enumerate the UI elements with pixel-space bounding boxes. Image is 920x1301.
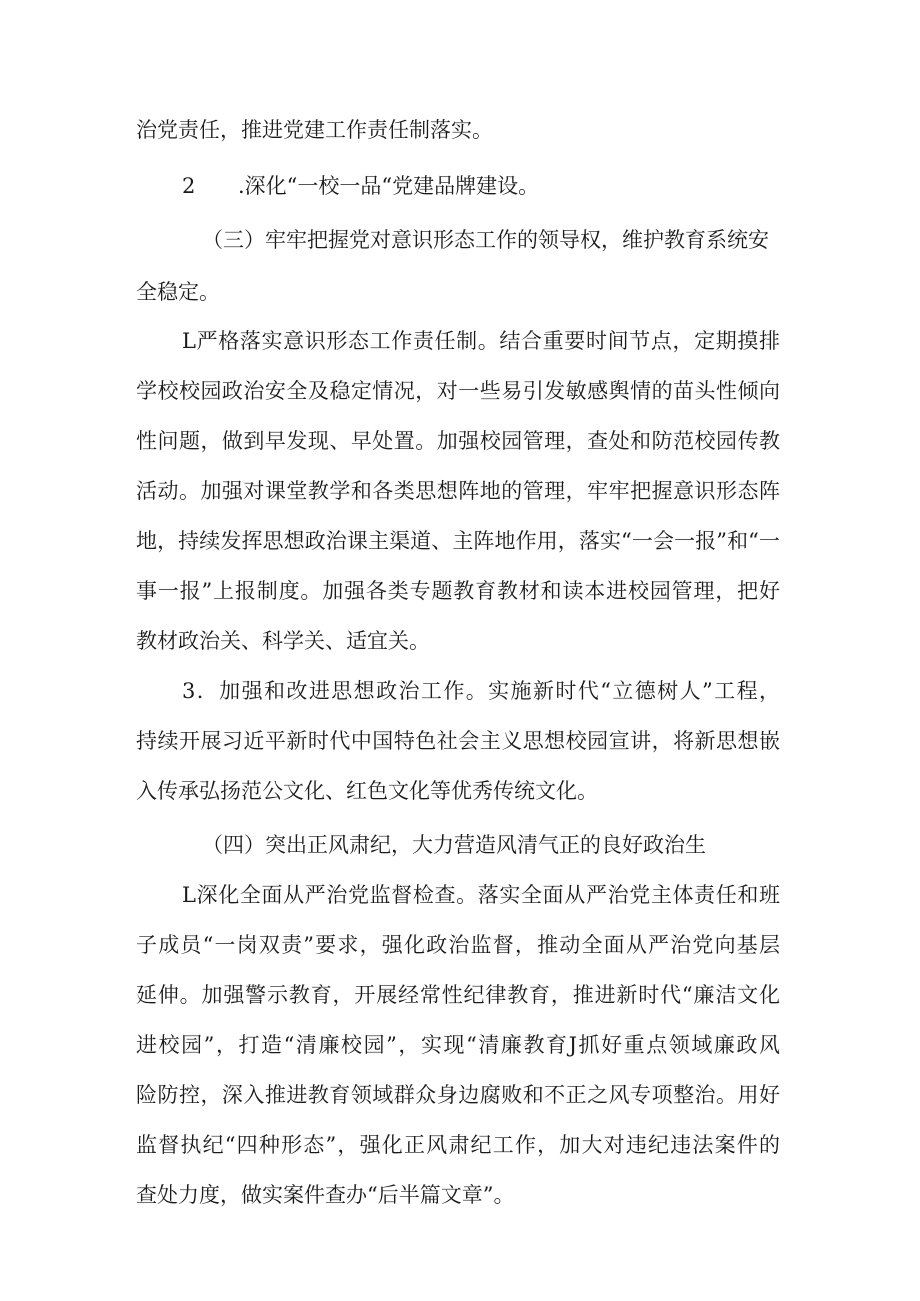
paragraph-line: 地，持续发挥思想政治课主渠道、主阵地作用，落实“一会一报”和“一 <box>136 529 780 553</box>
paragraph-line: 持续开展习近平新时代中国特色社会主义思想校园宣讲，将新思想嵌 <box>136 729 780 753</box>
section-heading: （四）突出正风肃纪，大力营造风清气正的良好政治生 <box>202 833 706 857</box>
paragraph-line: 活动。加强对课堂教学和各类思想阵地的管理，牢牢把握意识形态阵 <box>136 479 780 503</box>
paragraph-line: 性问题，做到早发现、早处置。加强校园管理，查处和防范校园传教 <box>136 429 780 453</box>
section-heading: （三）牢牢把握党对意识形态工作的领导权，维护教育系统安 <box>202 228 769 252</box>
paragraph-line: L严格落实意识形态工作责任制。结合重要时间节点，定期摸排 <box>182 329 780 353</box>
paragraph-line: L深化全面从严治党监督检查。落实全面从严治党主体责任和班 <box>182 883 780 907</box>
paragraph-line: 入传承弘扬范公文化、红色文化等优秀传统文化。 <box>136 779 598 803</box>
paragraph-line: 延伸。加强警示教育，开展经常性纪律教育，推进新时代“廉洁文化 <box>136 983 780 1007</box>
paragraph-line: 进校园”，打造“清廉校园”，实现“清廉教育J抓好重点领域廉政风 <box>136 1033 780 1057</box>
paragraph-line: 监督执纪“四种形态”，强化正风肃纪工作，加大对违纪违法案件的 <box>136 1133 780 1157</box>
paragraph-line: 3．加强和改进思想政治工作。实施新时代“立德树人”工程， <box>182 679 780 703</box>
paragraph-line: 查处力度，做实案件查办“后半篇文章”。 <box>136 1183 515 1207</box>
paragraph-line: 学校校园政治安全及稳定情况，对一些易引发敏感舆情的苗头性倾向 <box>136 379 780 403</box>
paragraph-line: 治党责任，推进党建工作责任制落实。 <box>136 118 493 142</box>
section-heading: 全稳定。 <box>136 280 220 304</box>
list-number: 2 <box>182 174 196 198</box>
section-heading: .深化“一校一品“党建品牌建设。 <box>238 174 540 198</box>
paragraph-line: 教材政治关、科学关、适宜关。 <box>136 629 430 653</box>
paragraph-line: 事一报”上报制度。加强各类专题教育教材和读本进校园管理，把好 <box>136 579 780 603</box>
paragraph-line: 子成员“一岗双责”要求，强化政治监督，推动全面从严治党向基层 <box>136 933 780 957</box>
paragraph-line: 险防控，深入推进教育领域群众身边腐败和不正之风专项整治。用好 <box>136 1083 780 1107</box>
